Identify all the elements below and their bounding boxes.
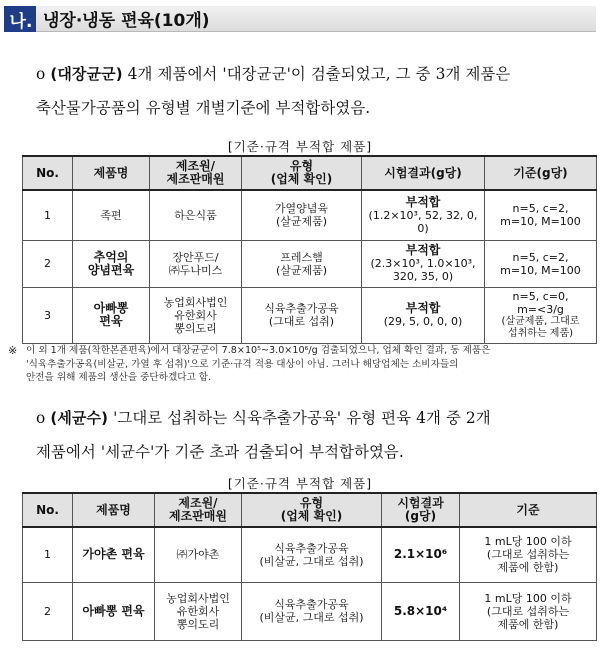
cell-text: ㈜두나미스 — [168, 263, 223, 277]
header-text: 제조판매원 — [169, 509, 227, 523]
cell-type — [242, 582, 382, 640]
cell-product: 가야촌 편육 — [73, 527, 155, 582]
paragraph-coliform — [36, 57, 596, 125]
cell-maker — [150, 287, 242, 343]
cell-maker — [150, 240, 242, 287]
cell-text: 프레스햄 — [280, 250, 323, 264]
header-text: 제조원/ — [178, 496, 218, 510]
cell-standard — [460, 527, 597, 582]
paragraph-text: 4개 제품에서 '대장균군'이 검출되었고, 그 중 3개 제품은 — [127, 65, 511, 83]
note-line: 이 외 1개 제품(착한본죤편육)에서 대장균군이 7.8×10⁵~3.0×10⁶/g 검출되었으나, 업체 확인 결과, 동 제품은 — [26, 345, 491, 356]
paragraph-line — [36, 401, 596, 435]
header-no: No. — [23, 156, 73, 190]
bullet: o — [36, 409, 46, 427]
header-text: 유형 — [289, 159, 314, 173]
cell-text: (비살균, 그대로 섭취) — [259, 611, 364, 624]
footnote — [8, 344, 596, 385]
header-type — [242, 493, 382, 527]
paragraph-line: 제품에서 '세균수'가 기준 초과 검출되어 부적합하였음. — [36, 443, 404, 461]
table-row — [23, 190, 597, 240]
cell-standard — [485, 287, 597, 343]
cell-text: (2.3×10³, 1.0×10³, — [370, 257, 476, 270]
cell-text: 1 mL당 100 이하 — [484, 591, 572, 605]
cell-standard — [485, 190, 597, 240]
paragraph-line — [36, 57, 596, 91]
note-line: 안전을 위해 제품의 생산을 중단하겠다고 함. — [26, 372, 212, 383]
cell-text: 아빠뽕 — [93, 301, 129, 315]
section-title: 냉장·냉동 편육(10개) — [36, 6, 596, 32]
cell-text: 1 mL당 100 이하 — [484, 535, 572, 549]
header-standard: 기준(g당) — [485, 156, 597, 190]
cell-text: 식육추출가공육 — [274, 598, 349, 611]
cell-text: 뽕의도리 — [176, 617, 220, 631]
cell-result — [362, 240, 485, 287]
cell-text: n=5, c=2, — [512, 202, 569, 216]
cell-text: 유한회사 — [174, 308, 217, 322]
cell-result: 2.1×10⁶ — [382, 527, 460, 582]
cell-text: (29, 5, 0, 0, 0) — [383, 315, 463, 328]
cell-maker — [155, 582, 242, 640]
cell-text: (살균제품) — [275, 263, 328, 277]
paragraph-line: 축산물가공품의 유형별 개별기준에 부적합하였음. — [36, 99, 371, 117]
cell-maker: 하은식품 — [150, 190, 242, 240]
cell-text: (그대로 섭취하는 — [486, 604, 570, 618]
cell-text: n=5, c=2, — [512, 250, 569, 264]
cell-text: 추억의 — [93, 249, 129, 264]
cell-no: 2 — [23, 240, 73, 287]
header-maker — [150, 156, 242, 190]
header-text: (업체 확인) — [270, 172, 333, 186]
cell-no: 1 — [23, 527, 73, 582]
cell-text: 가열양념육 — [274, 202, 329, 216]
header-text: 시험결과 — [397, 496, 444, 510]
cell-text: (그대로 섭취하는 — [486, 548, 570, 562]
cell-result — [362, 190, 485, 240]
cell-text: 식육추출가공육 — [264, 302, 339, 315]
header-text: 유형 — [299, 496, 324, 510]
cell-type — [242, 240, 362, 287]
header-product: 제품명 — [73, 493, 155, 527]
note-mark: ※ — [8, 344, 18, 357]
cell-text: (그대로 섭취) — [268, 315, 335, 328]
table-row — [23, 287, 597, 343]
table-row — [23, 582, 597, 640]
cell-product — [73, 240, 150, 287]
header-standard: 기준 — [460, 493, 597, 527]
table-caption: [기준·규격 부적합 제품] — [227, 139, 373, 154]
header-result: 시험결과(g당) — [362, 156, 485, 190]
cell-text: m=10, M=100 — [500, 215, 581, 229]
paragraph-keyword: (세균수) — [50, 409, 109, 427]
cell-maker: ㈜가야촌 — [155, 527, 242, 582]
cell-text: m=<3/g — [517, 303, 564, 316]
cell-text: 섭취하는 제품) — [507, 328, 574, 339]
cell-standard — [485, 240, 597, 287]
cell-standard — [460, 582, 597, 640]
cell-text: (1.2×10³, 52, 32, 0, — [368, 208, 478, 222]
cell-text: 장안푸드/ — [172, 250, 219, 264]
cell-text: 뽕의도리 — [174, 321, 217, 335]
cell-no: 1 — [23, 190, 73, 240]
section-badge: 나. — [4, 6, 36, 32]
result-label: 부적합 — [405, 301, 441, 315]
cell-text: (살균제품) — [275, 215, 328, 229]
cell-product — [73, 287, 150, 343]
table-caption: [기준·규격 부적합 제품] — [227, 476, 373, 491]
cell-type — [242, 190, 362, 240]
header-maker — [155, 493, 242, 527]
bullet: o — [36, 65, 46, 83]
header-text: (업체 확인) — [280, 509, 343, 523]
header-no: No. — [23, 493, 73, 527]
cell-result — [362, 287, 485, 343]
cell-text: 유한회사 — [176, 604, 220, 618]
cell-result: 5.8×10⁴ — [382, 582, 460, 640]
cell-no: 2 — [23, 582, 73, 640]
header-product: 제품명 — [73, 156, 150, 190]
table-row — [23, 527, 597, 582]
header-type — [242, 156, 362, 190]
cell-text: n=5, c=0, — [512, 290, 569, 303]
section-header — [4, 6, 596, 32]
cell-text: 제품에 한함) — [497, 617, 559, 631]
note-line: '식육추출가공육(비살균, 가열 후 섭취)'으로 기준·규격 적용 대상이 아님. 그러나 해당업체는 소비자들의 — [26, 358, 459, 370]
cell-text: 식육추출가공육 — [274, 541, 349, 555]
paragraph-bacteria — [36, 401, 596, 469]
cell-type — [242, 527, 382, 582]
cell-text: 농업회사법인 — [166, 591, 230, 605]
nonconforming-table-bacteria — [22, 492, 597, 641]
table-row — [23, 240, 597, 287]
cell-text: 0) — [417, 221, 429, 235]
cell-no: 3 — [23, 287, 73, 343]
cell-type — [242, 287, 362, 343]
cell-product: 족편 — [73, 190, 150, 240]
cell-text: 농업회사법인 — [163, 295, 228, 309]
result-label: 부적합 — [405, 243, 441, 257]
header-text: 제조원/ — [175, 159, 216, 173]
header-text: 제조판매원 — [166, 172, 225, 186]
cell-product: 아빠뽕 편육 — [73, 582, 155, 640]
cell-text: 편육 — [99, 314, 123, 328]
result-label: 부적합 — [405, 194, 441, 209]
cell-text: 제품에 한함) — [497, 561, 559, 575]
nonconforming-table-coliform — [22, 155, 597, 344]
paragraph-keyword: (대장균군) — [50, 65, 123, 83]
header-result — [382, 493, 460, 527]
cell-text: (비살균, 그대로 섭취) — [259, 554, 364, 568]
paragraph-text: '그대로 섭취하는 식육추출가공육' 유형 편육 4개 중 2개 — [113, 409, 491, 427]
cell-text: m=10, M=100 — [500, 263, 581, 277]
cell-text: 320, 35, 0) — [392, 270, 454, 283]
cell-text: 양념편육 — [87, 262, 135, 277]
cell-text: (살균제품, 그대로 — [501, 316, 580, 327]
header-text: (g당) — [404, 509, 437, 523]
